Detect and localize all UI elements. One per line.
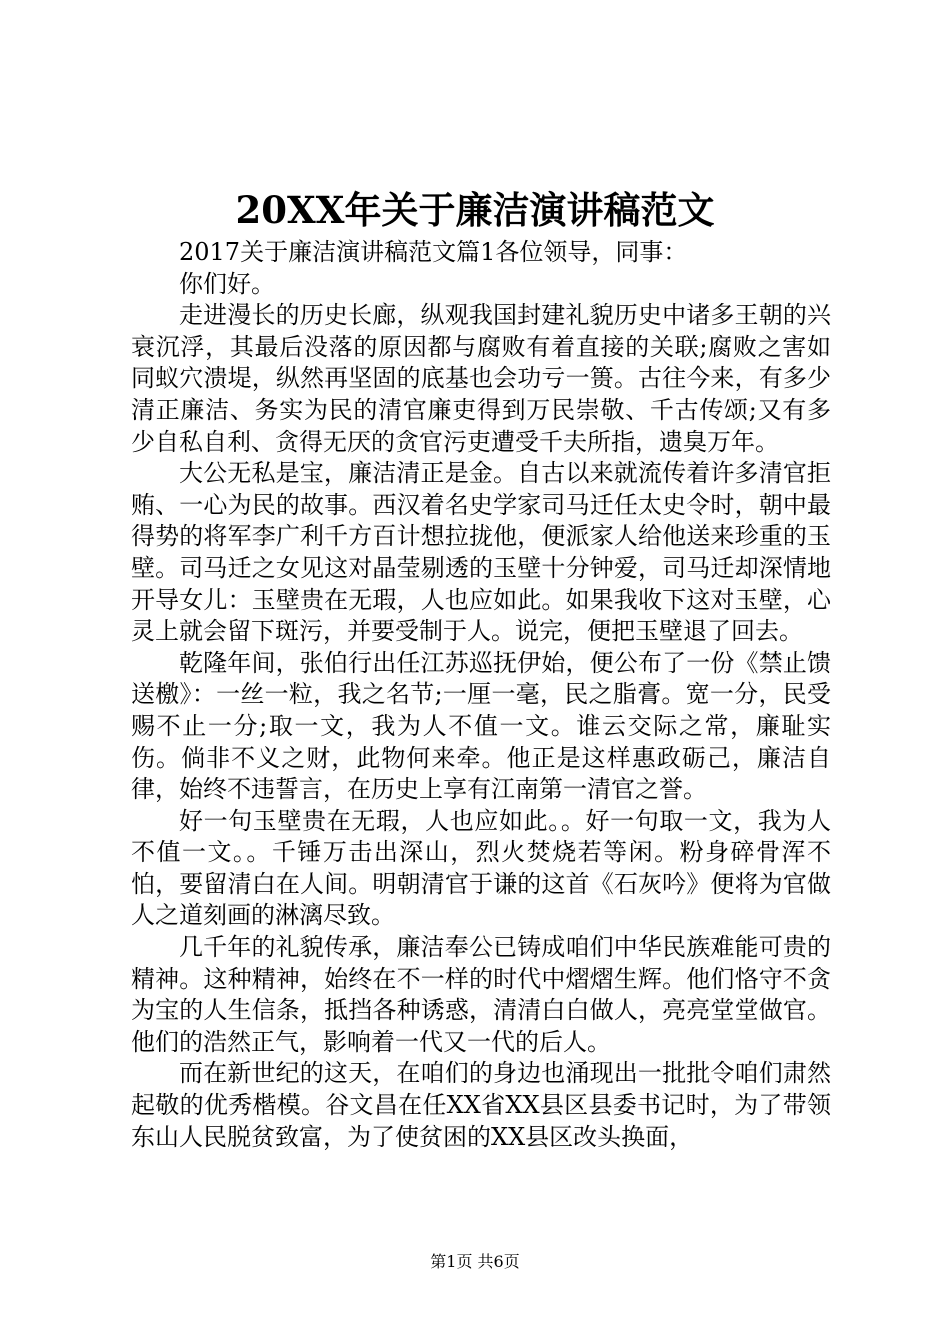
page-number-footer: 第1页 共6页 xyxy=(430,1252,520,1271)
document-title: 20XX年关于廉洁演讲稿范文 xyxy=(235,188,715,232)
document-body xyxy=(131,237,831,1153)
paragraph-3: 走进漫长的历史长廊，纵观我国封建礼貌历史中诸多王朝的兴衰沉浮，其最后没落的原因都与腐败有着直接的关联;腐败之害如同蚁穴溃堤，纵然再坚固的底基也会功亏一篑。古往今来，有多少清正廉洁、务实为民的清官廉吏得到万民崇敬、千古传颂;又有多少自私自利、贪得无厌的贪官污吏遭受千夫所指，遗臭万年。 xyxy=(131,301,831,456)
paragraph-2: 你们好。 xyxy=(179,269,275,298)
paragraph-5: 乾隆年间，张伯行出任江苏巡抚伊始，便公布了一份《禁止馈送檄》：一丝一粒，我之名节;一厘一毫，民之脂膏。宽一分，民受赐不止一分;取一文，我为人不值一文。谁云交际之常，廉耻实伤。倘非不义之财，此物何来牵。他正是这样惠政砺己，廉洁自律，始终不违誓言，在历史上享有江南第一清官之誉。 xyxy=(131,648,831,804)
paragraph-6: 好一句玉壁贵在无瑕，人也应如此。。好一句取一文，我为人不值一文。。千锤万击出深山，烈火焚烧若等闲。粉身碎骨浑不怕，要留清白在人间。明朝清官于谦的这首《石灰吟》便将为官做人之道刻画的淋漓尽致。 xyxy=(131,806,831,930)
paragraph-7: 几千年的礼貌传承，廉洁奉公已铸成咱们中华民族难能可贵的精神。这种精神，始终在不一样的时代中熠熠生辉。他们恪守不贪为宝的人生信条，抵挡各种诱惑，清清白白做人，亮亮堂堂做官。他们的浩然正气，影响着一代又一代的后人。 xyxy=(131,933,831,1056)
paragraph-1: 2017关于廉洁演讲稿范文篇1各位领导，同事： xyxy=(179,238,688,266)
paragraph-4: 大公无私是宝，廉洁清正是金。自古以来就流传着许多清官拒贿、一心为民的故事。西汉着名史学家司马迁任太史令时，朝中最得势的将军李广利千方百计想拉拢他，便派家人给他送来珍重的玉壁。司马迁之女见这对晶莹剔透的玉壁十分钟爱，司马迁却深情地开导女儿：玉壁贵在无瑕，人也应如此。如果我收下这对玉壁，心灵上就会留下斑污，并要受制于人。说完，便把玉壁退了回去。 xyxy=(131,459,831,646)
paragraph-8: 而在新世纪的这天，在咱们的身边也涌现出一批批令咱们肃然起敬的优秀楷模。谷文昌在任XX省XX县区县委书记时，为了带领东山人民脱贫致富，为了使贫困的XX县区改头换面， xyxy=(131,1059,831,1151)
